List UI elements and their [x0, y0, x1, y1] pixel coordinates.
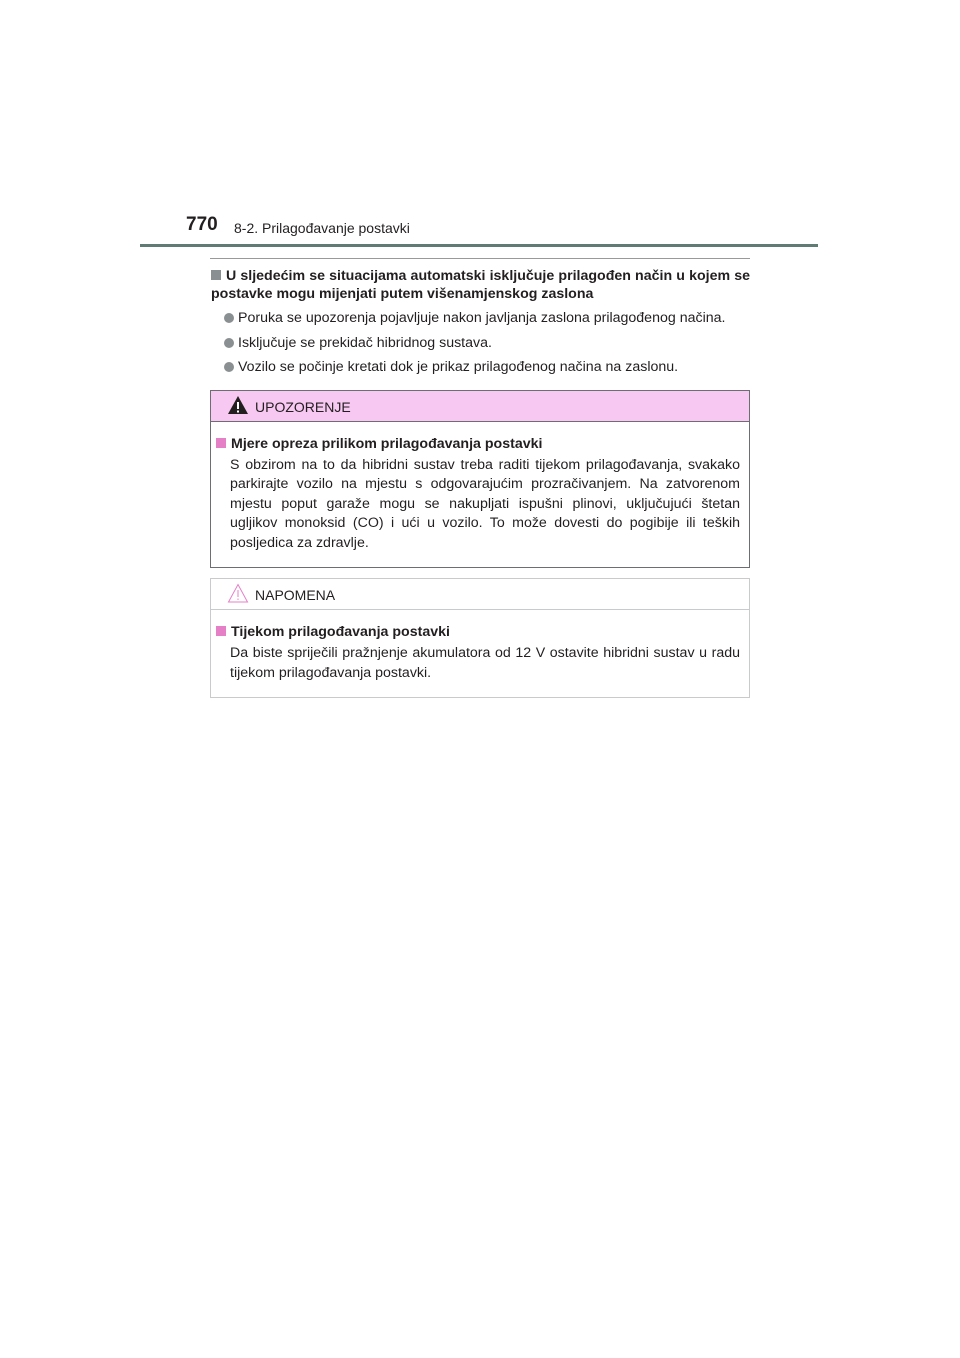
notice-text: Da biste spriječili pražnjenje akumulatora od 12 V ostavite hibridni sustav u radu tijekom prilagođavanja postavki. [230, 645, 740, 681]
list-item [210, 358, 750, 378]
warning-box [210, 390, 750, 569]
bullet-list [210, 309, 750, 378]
notice-box [210, 578, 750, 698]
divider [210, 258, 750, 259]
notice-label: NAPOMENA [255, 587, 336, 603]
circle-bullet-icon [224, 362, 234, 372]
page-number: 770 [186, 214, 218, 235]
page-content [210, 258, 750, 698]
notice-header [211, 579, 749, 610]
list-item [210, 334, 750, 354]
circle-bullet-icon [224, 338, 234, 348]
square-bullet-icon [211, 270, 221, 280]
notice-title-text: Tijekom prilagođavanja postavki [231, 624, 450, 640]
list-item-text: Isključuje se prekidač hibridnog sustava. [238, 334, 492, 351]
caution-triangle-icon [227, 583, 249, 603]
list-item-text: Poruka se upozorenja pojavljuje nakon javljanja zaslona prilagođenog načina. [238, 310, 726, 326]
notice-title [216, 622, 740, 642]
warning-header [211, 391, 749, 422]
warning-title-text: Mjere opreza prilikom prilagođavanja postavki [231, 435, 543, 452]
list-item-text: Vozilo se počinje kretati dok je prikaz prilagođenog načina na zaslonu. [238, 359, 679, 375]
section-title: 8-2. Prilagođavanje postavki [234, 220, 410, 236]
warning-triangle-icon [227, 395, 249, 415]
square-bullet-icon [216, 438, 226, 448]
section-heading-text: U sljedećim se situacijama automatski isključuje prilagođen način u kojem se postavke mogu mijenjati putem višenamjenskog zaslona [211, 268, 750, 302]
section-heading [210, 267, 750, 303]
circle-bullet-icon [224, 313, 234, 323]
warning-text: S obzirom na to da hibridni sustav treba raditi tijekom prilagođavanja, svakako parkirajte vozilo na mjestu s odgovarajućim prozračivanjem. Na zatvorenom mjestu poput garaže mogu se nakupljati ispušni plinovi, uključujući štetan ugljikov monoksid (CO) i ući u vozilo. To može dovesti do pogibije ili teških posljedica za zdravlje. [230, 456, 740, 551]
warning-label: UPOZORENJE [255, 398, 351, 415]
header-rule [140, 244, 818, 247]
warning-title [216, 434, 740, 454]
list-item [210, 309, 750, 329]
square-bullet-icon [216, 626, 226, 636]
